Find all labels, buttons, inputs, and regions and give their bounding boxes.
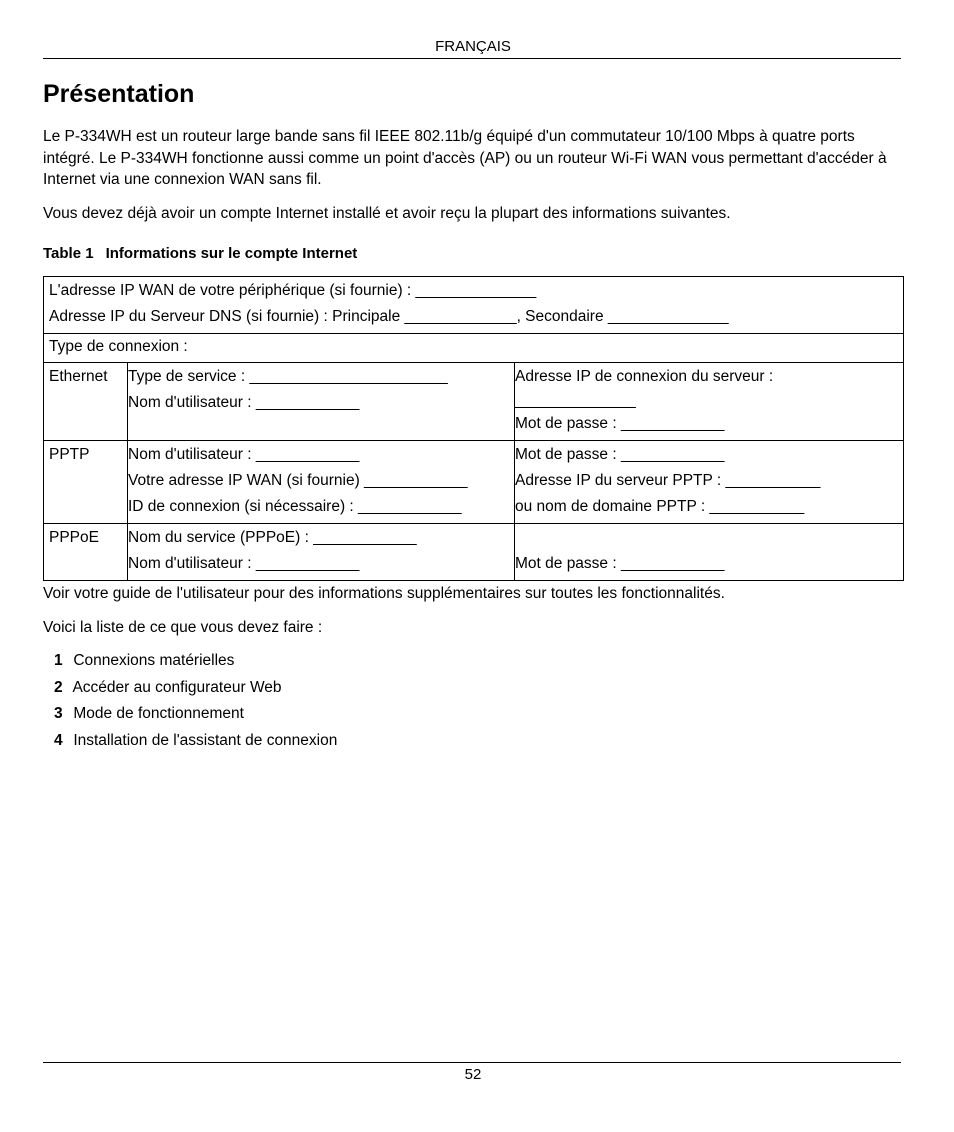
header-rule [43,58,901,59]
page-title: Présentation [43,80,195,108]
steps-list [54,650,337,756]
account-info-table [43,276,904,581]
table-row-general [44,277,904,334]
pptp-password: Mot de passe : ____________ [515,446,725,463]
pptp-username: Nom d'utilisateur : ____________ [128,446,360,463]
ethernet-label: Ethernet [49,368,108,385]
intro-paragraph-2: Vous devez déjà avoir un compte Internet installé et avoir reçu la plupart des informations suivantes. [43,205,731,222]
dns-line: Adresse IP du Serveur DNS (si fournie) : Principale _____________, Secondaire ______________ [49,308,729,325]
step-text: Accéder au configurateur Web [72,678,282,696]
after-paragraph-1: Voir votre guide de l'utilisateur pour des informations supplémentaires sur toutes les fonctionnalités. [43,585,725,602]
pptp-right-cell [515,441,904,524]
page-number: 52 [464,1066,482,1083]
step-number: 4 [54,731,63,749]
pptp-connection-id: ID de connexion (si nécessaire) : ____________ [128,498,462,515]
table-row-pptp [44,441,904,524]
step-number: 2 [54,678,63,696]
pppoe-right-cell [515,524,904,581]
ethernet-service-type: Type de service : _______________________ [128,368,448,385]
list-item [54,730,337,757]
step-text: Connexions matérielles [73,652,235,669]
intro-paragraph-1: Le P-334WH est un routeur large bande sans fil IEEE 802.11b/g équipé d'un commutateur 10/100 Mbps à quatre ports intégré. Le P-334WH fonctionne aussi comme un point d'accès (AP) ou un routeur Wi-Fi WAN vous permettant d'accéder à Internet via une connexion WAN sans fil. [43,128,887,188]
table-caption-title: Informations sur le compte Internet [105,245,358,262]
step-text: Mode de fonctionnement [73,705,244,722]
general-cell [44,277,904,334]
ethernet-server-ip: Adresse IP de connexion du serveur : [515,368,774,385]
pppoe-label: PPPoE [49,529,99,546]
ethernet-left-cell [128,363,515,441]
pptp-wan-ip: Votre adresse IP WAN (si fournie) ____________ [128,472,468,489]
wan-ip-line: L'adresse IP WAN de votre périphérique (si fournie) : ______________ [49,282,537,299]
ethernet-username: Nom d'utilisateur : ____________ [128,394,360,411]
table-caption-label: Table 1 [43,245,94,262]
pptp-label-cell [44,441,128,524]
pppoe-username: Nom d'utilisateur : ____________ [128,555,360,572]
footer-rule [43,1062,901,1063]
list-item [54,677,337,704]
pptp-left-cell [128,441,515,524]
connection-type-cell [44,334,904,363]
ethernet-password: Mot de passe : ____________ [515,415,725,432]
pppoe-left-cell [128,524,515,581]
pptp-server-ip: Adresse IP du serveur PPTP : ___________ [515,472,821,489]
pppoe-right-spacer [515,525,903,551]
header-language: FRANÇAIS [435,38,511,55]
table-row-ethernet [44,363,904,441]
table-caption [43,245,357,262]
pppoe-password: Mot de passe : ____________ [515,555,725,572]
ethernet-server-ip-blank: ______________ [515,392,636,409]
ethernet-right-cell [515,363,904,441]
list-item [54,650,337,677]
pptp-domain: ou nom de domaine PPTP : ___________ [515,498,805,515]
step-number: 1 [54,652,63,669]
pppoe-label-cell [44,524,128,581]
pptp-label: PPTP [49,446,90,463]
after-paragraph-2: Voici la liste de ce que vous devez faire : [43,619,323,636]
list-item [54,703,337,730]
pppoe-service-name: Nom du service (PPPoE) : ____________ [128,529,417,546]
table-row-pppoe [44,524,904,581]
step-text: Installation de l'assistant de connexion [73,731,338,749]
step-number: 3 [54,705,63,722]
table-row-connection-type [44,334,904,363]
connection-type-label: Type de connexion : [49,338,188,355]
ethernet-label-cell [44,363,128,441]
